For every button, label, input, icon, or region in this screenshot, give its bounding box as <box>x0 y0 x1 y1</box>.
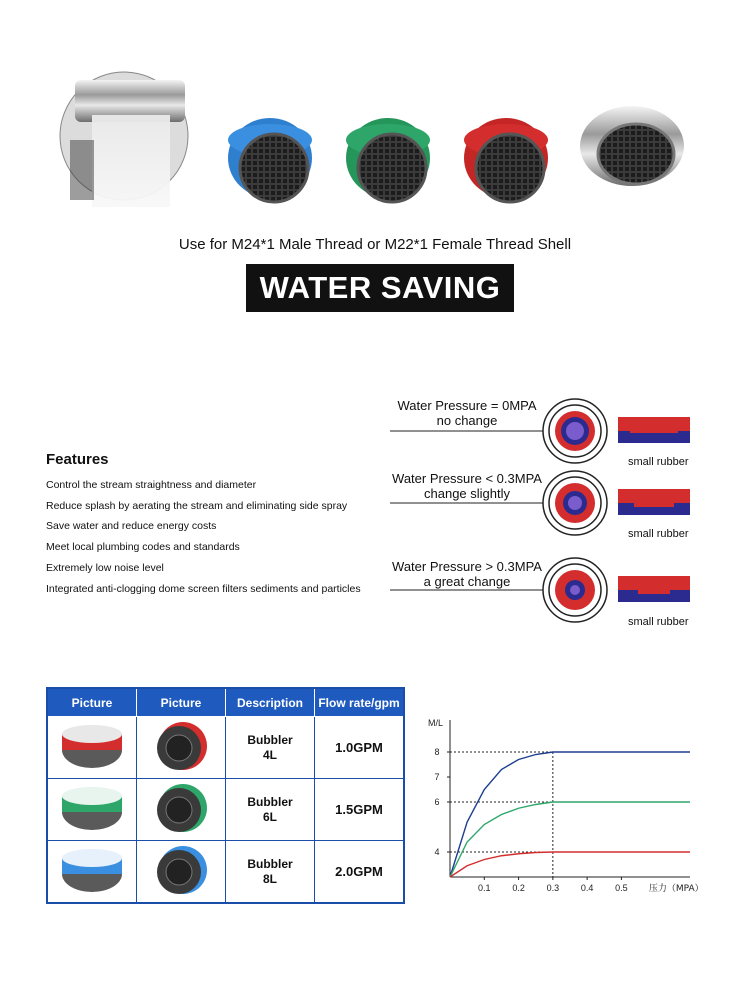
x-tick-label: 0.3 <box>546 883 560 893</box>
rubber-label: small rubber <box>628 528 689 540</box>
x-tick-label: 0.2 <box>512 883 525 893</box>
y-axis-label: M/L <box>428 718 444 728</box>
aerator-front-picture <box>137 841 226 904</box>
x-tick-label: 0.4 <box>580 883 594 893</box>
washer-diagram-change-slightly <box>543 471 607 535</box>
flow-rate-cell: 1.5GPM <box>315 779 405 841</box>
table-row <box>47 841 404 904</box>
series-line-1 <box>450 802 690 877</box>
feature-item: Control the stream straightness and diameter <box>46 479 257 491</box>
x-tick-label: 0.1 <box>478 883 491 893</box>
pressure-label-1: Water Pressure < 0.3MPA change slightly <box>392 471 542 501</box>
blue-aerator-photo <box>228 118 312 202</box>
green-aerator-photo <box>346 118 430 202</box>
column-header: Picture <box>137 688 226 717</box>
washer-diagram-great-change <box>543 558 607 622</box>
flow-rate-chart <box>420 712 720 902</box>
x-axis-label: 压力（MPA） <box>648 884 704 894</box>
red-aerator-photo <box>464 118 548 202</box>
aerator-front-picture <box>137 717 226 779</box>
aerator-front-picture <box>137 779 226 841</box>
water-saving-banner: WATER SAVING <box>246 264 514 312</box>
faucet-photo <box>60 72 188 207</box>
feature-item: Integrated anti-clogging dome screen filters sediments and particles <box>46 583 361 595</box>
feature-item: Extremely low noise level <box>46 562 164 574</box>
washer-diagram-no-change <box>543 399 607 463</box>
series-line-0 <box>450 752 690 877</box>
column-header: Description <box>226 688 315 717</box>
chrome-aerator-photo <box>580 106 684 186</box>
table-header-row <box>47 688 404 717</box>
y-tick-label: 7 <box>434 772 440 782</box>
column-header: Picture <box>47 688 137 717</box>
rubber-section-2 <box>618 576 690 602</box>
rubber-label: small rubber <box>628 616 689 628</box>
rubber-section-1 <box>618 489 690 515</box>
rubber-label: small rubber <box>628 456 689 468</box>
flow-rate-cell: 2.0GPM <box>315 841 405 904</box>
table-row <box>47 779 404 841</box>
features-title: Features <box>46 451 109 468</box>
x-tick-label: 0.5 <box>615 883 628 893</box>
feature-item: Save water and reduce energy costs <box>46 520 217 532</box>
aerator-side-picture <box>47 779 137 841</box>
product-photo-row <box>0 70 750 230</box>
description-cell: Bubbler 8L <box>226 841 315 904</box>
pressure-label-2: Water Pressure > 0.3MPA a great change <box>392 559 542 589</box>
y-tick-label: 8 <box>434 747 440 757</box>
aerator-side-picture <box>47 717 137 779</box>
feature-item: Reduce splash by aerating the stream and eliminating side spray <box>46 500 348 512</box>
column-header: Flow rate/gpm <box>315 688 405 717</box>
pressure-label-0: Water Pressure = 0MPA no change <box>397 398 537 428</box>
rubber-section-0 <box>618 417 690 443</box>
series-line-2 <box>450 852 690 877</box>
pressure-diagram <box>390 395 720 635</box>
feature-item: Meet local plumbing codes and standards <box>46 541 240 553</box>
description-cell: Bubbler 6L <box>226 779 315 841</box>
aerator-side-picture <box>47 841 137 904</box>
thread-compatibility-text: Use for M24*1 Male Thread or M22*1 Female Thread Shell <box>178 236 572 253</box>
y-tick-label: 4 <box>434 847 440 857</box>
spec-table <box>46 687 405 904</box>
description-cell: Bubbler 4L <box>226 717 315 779</box>
flow-rate-cell: 1.0GPM <box>315 717 405 779</box>
y-tick-label: 6 <box>434 797 440 807</box>
table-row <box>47 717 404 779</box>
